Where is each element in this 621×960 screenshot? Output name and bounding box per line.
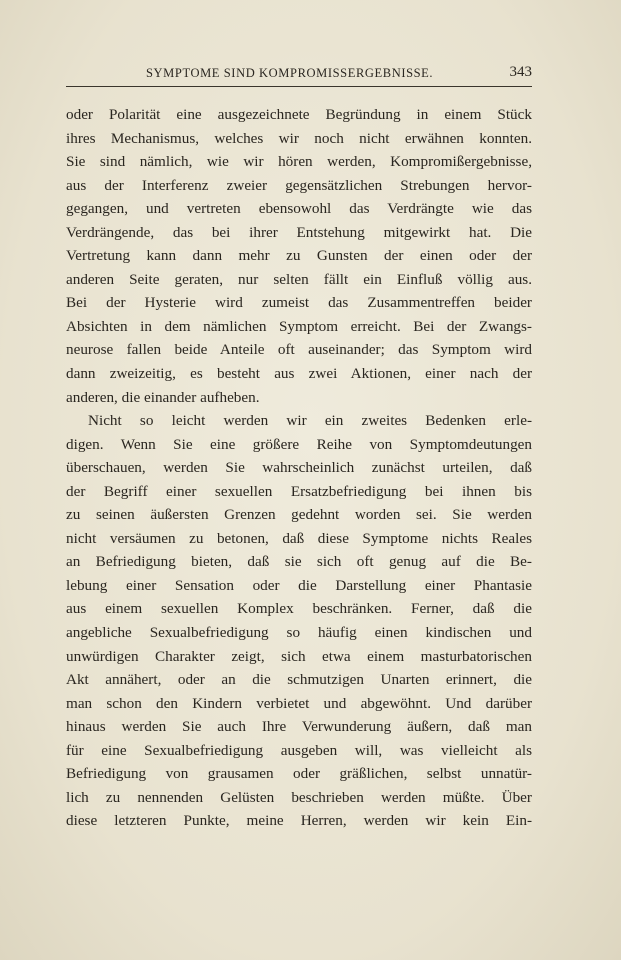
text-line: lebung einer Sensation oder die Darstellung einer Phantasie	[66, 576, 532, 594]
text-line: Verdrängende, das bei ihrer Entstehung mitgewirkt hat. Die	[66, 223, 532, 241]
running-head: SYMPTOME SIND KOMPROMISSERGEBNISSE.	[146, 66, 434, 80]
text-line: aus der Interferenz zweier gegensätzlichen Strebungen hervor-	[66, 176, 532, 194]
page-header	[66, 64, 532, 87]
text-line: für eine Sexualbefriedigung ausgeben will, was vielleicht als	[66, 741, 532, 759]
page-number: 343	[509, 64, 532, 80]
text-line: Nicht so leicht werden wir ein zweites Bedenken erle-	[88, 412, 532, 430]
text-line: digen. Wenn Sie eine größere Reihe von Symptomdeutungen	[66, 435, 532, 453]
text-line: zu seinen äußersten Grenzen gedehnt worden sei. Sie werden	[66, 506, 532, 524]
text-line: hinaus werden Sie auch Ihre Verwunderung äußern, daß man	[66, 718, 532, 736]
text-line: unwürdigen Charakter zeigt, sich etwa einem masturbatorischen	[66, 647, 532, 665]
text-line: gegangen, und vertreten ebensowohl das Verdrängte wie das	[66, 200, 532, 218]
text-line: lich zu nennenden Gelüsten beschrieben werden müßte. Über	[66, 788, 532, 806]
text-line: Befriedigung von grausamen oder gräßlichen, selbst unnatür-	[66, 765, 532, 783]
text-line: an Befriedigung bieten, daß sie sich oft genug auf die Be-	[66, 553, 532, 571]
text-line: Sie sind nämlich, wie wir hören werden, Kompromißergebnisse,	[66, 153, 532, 171]
text-line: anderen Seite geraten, nur selten fällt ein Einfluß völlig aus.	[66, 270, 532, 288]
body-text	[66, 103, 532, 833]
paragraph-2	[66, 409, 532, 833]
text-line: diese letzteren Punkte, meine Herren, werden wir kein Ein-	[66, 812, 532, 830]
text-line: aus einem sexuellen Komplex beschränken. Ferner, daß die	[66, 600, 532, 618]
text-line: Bei der Hysterie wird zumeist das Zusammentreffen beider	[66, 294, 532, 312]
text-line: angebliche Sexualbefriedigung so häufig einen kindischen und	[66, 624, 532, 642]
text-line: dann zweizeitig, es besteht aus zwei Aktionen, einer nach der	[66, 365, 532, 383]
text-line: Absichten in dem nämlichen Symptom erreicht. Bei der Zwangs-	[66, 317, 532, 335]
paragraph-1	[66, 103, 532, 409]
text-line: neurose fallen beide Anteile oft auseinander; das Symptom wird	[66, 341, 532, 359]
text-line: man schon den Kindern verbietet und abgewöhnt. Und darüber	[66, 694, 532, 712]
text-line: Akt annähert, oder an die schmutzigen Unarten erinnert, die	[66, 671, 532, 689]
text-line: Vertretung kann dann mehr zu Gunsten der einen oder der	[66, 247, 532, 265]
text-line: anderen, die einander aufheben.	[66, 388, 260, 406]
text-line: ihres Mechanismus, welches wir noch nicht erwähnen konnten.	[66, 129, 532, 147]
text-line: der Begriff einer sexuellen Ersatzbefriedigung bei ihnen bis	[66, 482, 532, 500]
text-line: nicht versäumen zu betonen, daß diese Symptome nichts Reales	[66, 529, 532, 547]
text-line: überschauen, werden Sie wahrscheinlich zunächst urteilen, daß	[66, 459, 532, 477]
text-line: oder Polarität eine ausgezeichnete Begründung in einem Stück	[66, 106, 532, 123]
